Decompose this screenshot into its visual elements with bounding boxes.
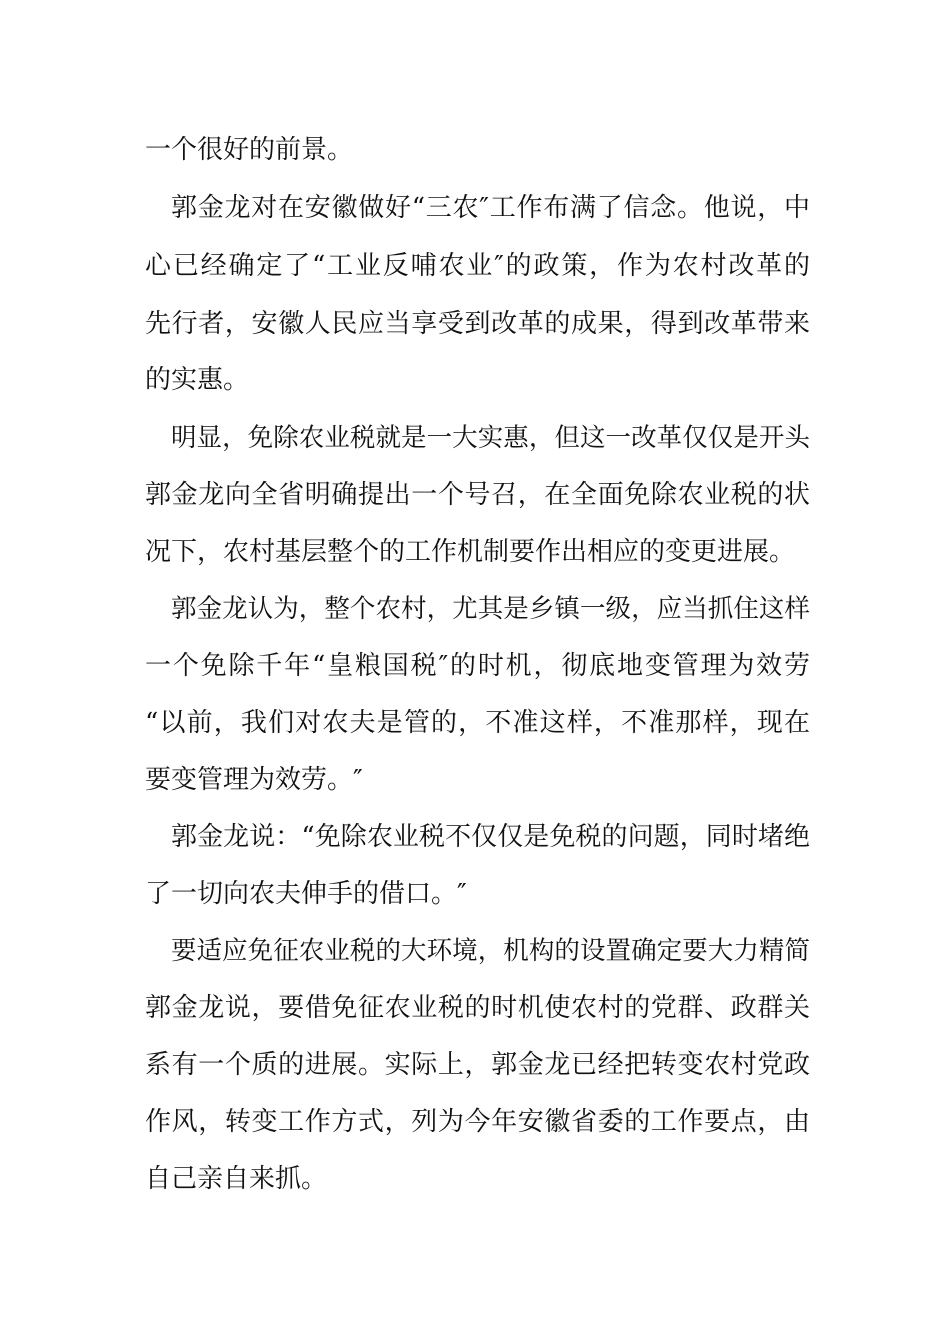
- text-line: 心已经确定了“工业反哺农业″的政策，作为农村改革的: [145, 251, 810, 281]
- text-line: 郭金龙对在安徽做好“三农″工作布满了信念。他说，中: [171, 193, 810, 223]
- text-line: 要适应免征农业税的大环境，机构的设置确定要大力精简: [171, 936, 810, 966]
- text-line: 况下，农村基层整个的工作机制要作出相应的变更进展。: [145, 537, 796, 567]
- text-line: 郭金龙说：“免除农业税不仅仅是免税的问题，同时堵绝: [171, 822, 810, 852]
- text-line: 作风，转变工作方式，列为今年安徽省委的工作要点，由: [145, 1107, 810, 1137]
- text-line: 要变管理为效劳。″: [145, 765, 363, 795]
- text-line: 郭金龙说，要借免征农业税的时机使农村的党群、政群关: [145, 993, 810, 1023]
- text-line: 的实惠。: [145, 365, 250, 395]
- text-line: “以前，我们对农夫是管的，不准这样，不准那样，现在: [145, 708, 810, 738]
- text-line: 系有一个质的进展。实际上，郭金龙已经把转变农村党政: [145, 1050, 810, 1080]
- text-line: 一个很好的前景。: [145, 135, 354, 165]
- text-line: 自己亲自来抓。: [145, 1164, 328, 1194]
- text-line: 明显，免除农业税就是一大实惠，但这一改革仅仅是开头: [171, 423, 810, 453]
- text-line: 郭金龙向全省明确提出一个号召，在全面免除农业税的状: [145, 480, 810, 510]
- text-line: 了一切向农夫伸手的借口。″: [145, 879, 467, 909]
- text-line: 一个免除千年“皇粮国税″的时机，彻底地变管理为效劳: [145, 651, 810, 681]
- text-line: 郭金龙认为，整个农村，尤其是乡镇一级，应当抓住这样: [171, 594, 810, 624]
- text-line: 先行者，安徽人民应当享受到改革的成果，得到改革带来: [145, 309, 810, 339]
